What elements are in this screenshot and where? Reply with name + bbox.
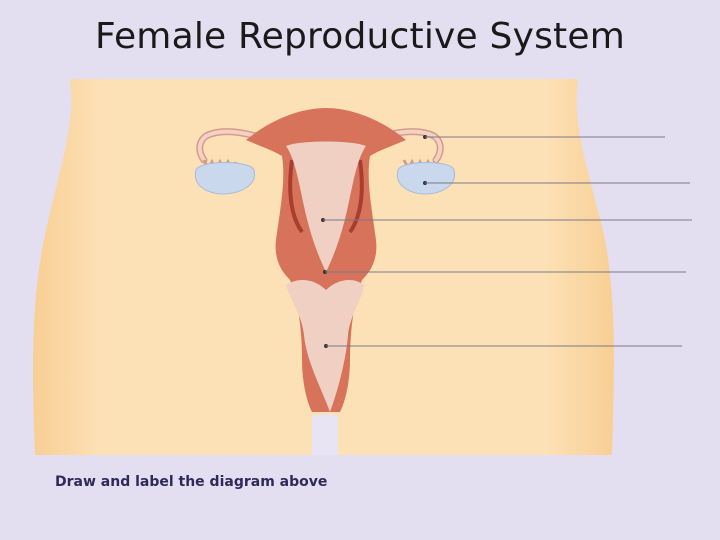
instruction-text: Draw and label the diagram above (55, 474, 328, 490)
slide-title: Female Reproductive System (95, 16, 625, 57)
crotch-gap (312, 415, 338, 455)
